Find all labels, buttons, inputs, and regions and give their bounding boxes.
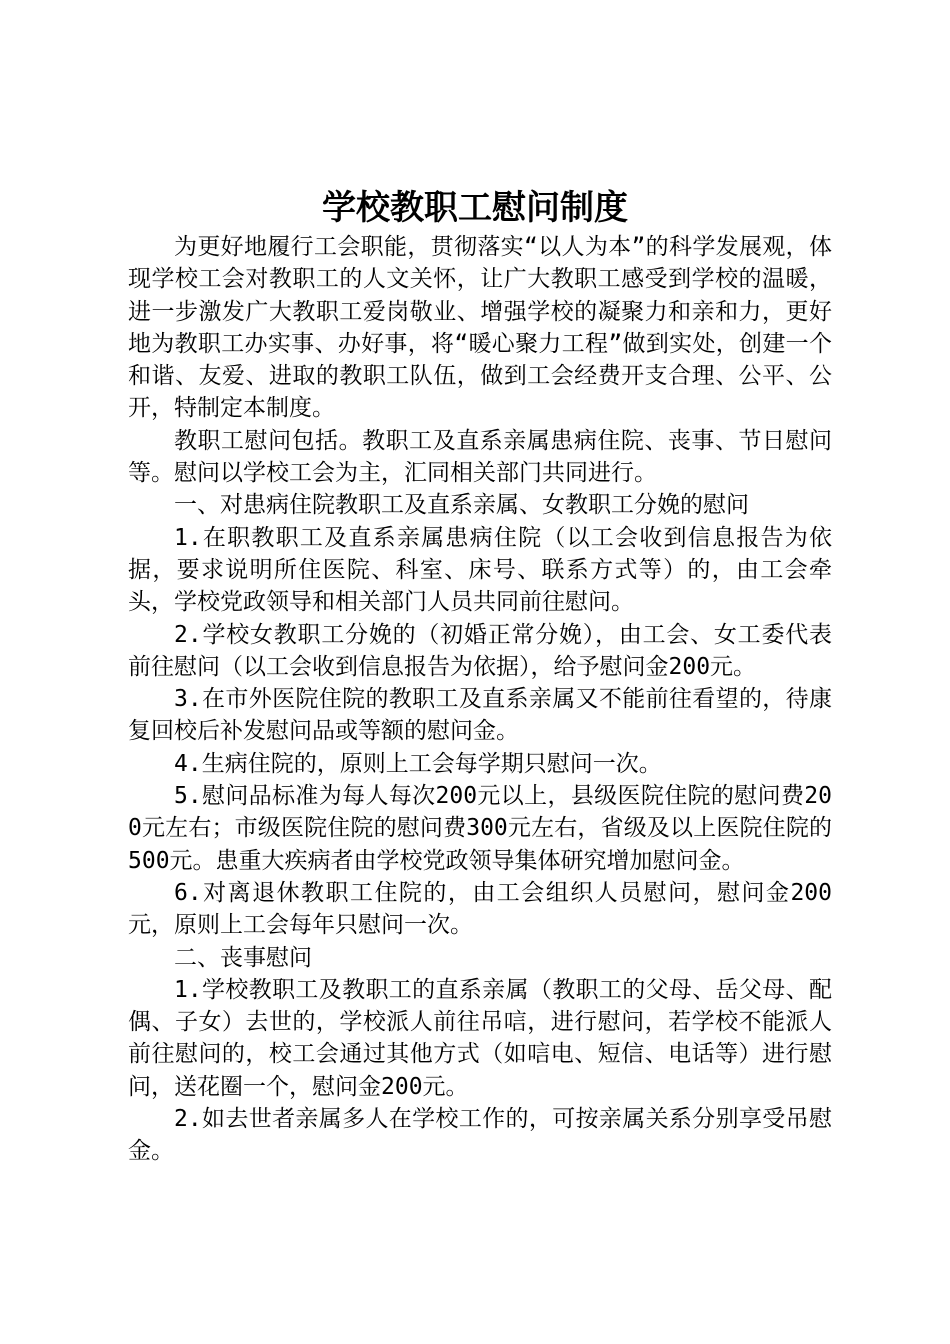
illness-item-3: 3.在市外医院住院的教职工及直系亲属又不能前往看望的，待康复回校后补发慰问品或等额的慰问金。 [128,686,832,745]
illness-item-1: 1.在职教职工及直系亲属患病住院（以工会收到信息报告为依据，要求说明所住医院、科室、床号、联系方式等）的，由工会牵头，学校党政领导和相关部门人员共同前往慰问。 [128,524,832,616]
illness-item-5: 5.慰问品标准为每人每次200元以上，县级医院住院的慰问费200元左右；市级医院住院的慰问费300元左右，省级及以上医院住院的500元。患重大疾病者由学校党政领导集体研究增加慰问金。 [128,783,832,874]
scope-paragraph: 教职工慰问包括。教职工及直系亲属患病住院、丧事、节日慰问等。慰问以学校工会为主，汇同相关部门共同进行。 [128,427,832,487]
funeral-item-1: 1.学校教职工及教职工的直系亲属（教职工的父母、岳父母、配偶、子女）去世的，学校派人前往吊唁，进行慰问，若学校不能派人前往慰问的，校工会通过其他方式（如唁电、短信、电话等）进行慰问，送花圈一个，慰问金200元。 [128,976,832,1100]
document-title: 学校教职工慰问制度 [322,188,628,228]
illness-item-4: 4.生病住院的，原则上工会每学期只慰问一次。 [174,750,662,777]
section-heading-funeral: 二、丧事慰问 [174,944,312,971]
illness-item-6: 6.对离退休教职工住院的，由工会组织人员慰问，慰问金200元，原则上工会每年只慰问一次。 [128,879,832,939]
intro-paragraph: 为更好地履行工会职能，贯彻落实“以人为本”的科学发展观，体现学校工会对教职工的人文关怀，让广大教职工感受到学校的温暖，进一步激发广大教职工爱岗敬业、增强学校的凝聚力和亲和力，更好地为教职工办实事、办好事，将“暖心聚力工程”做到实处，创建一个和谐、友爱、进取的教职工队伍，做到工会经费开支合理、公平、公开，特制定本制度。 [128,234,832,422]
illness-item-2: 2.学校女教职工分娩的（初婚正常分娩），由工会、女工委代表前往慰问（以工会收到信息报告为依据），给予慰问金200元。 [128,621,832,680]
document-body [128,231,832,1168]
section-heading-illness: 一、对患病住院教职工及直系亲属、女教职工分娩的慰问 [174,492,749,519]
funeral-item-2: 2.如去世者亲属多人在学校工作的，可按亲属关系分别享受吊慰金。 [128,1106,832,1165]
